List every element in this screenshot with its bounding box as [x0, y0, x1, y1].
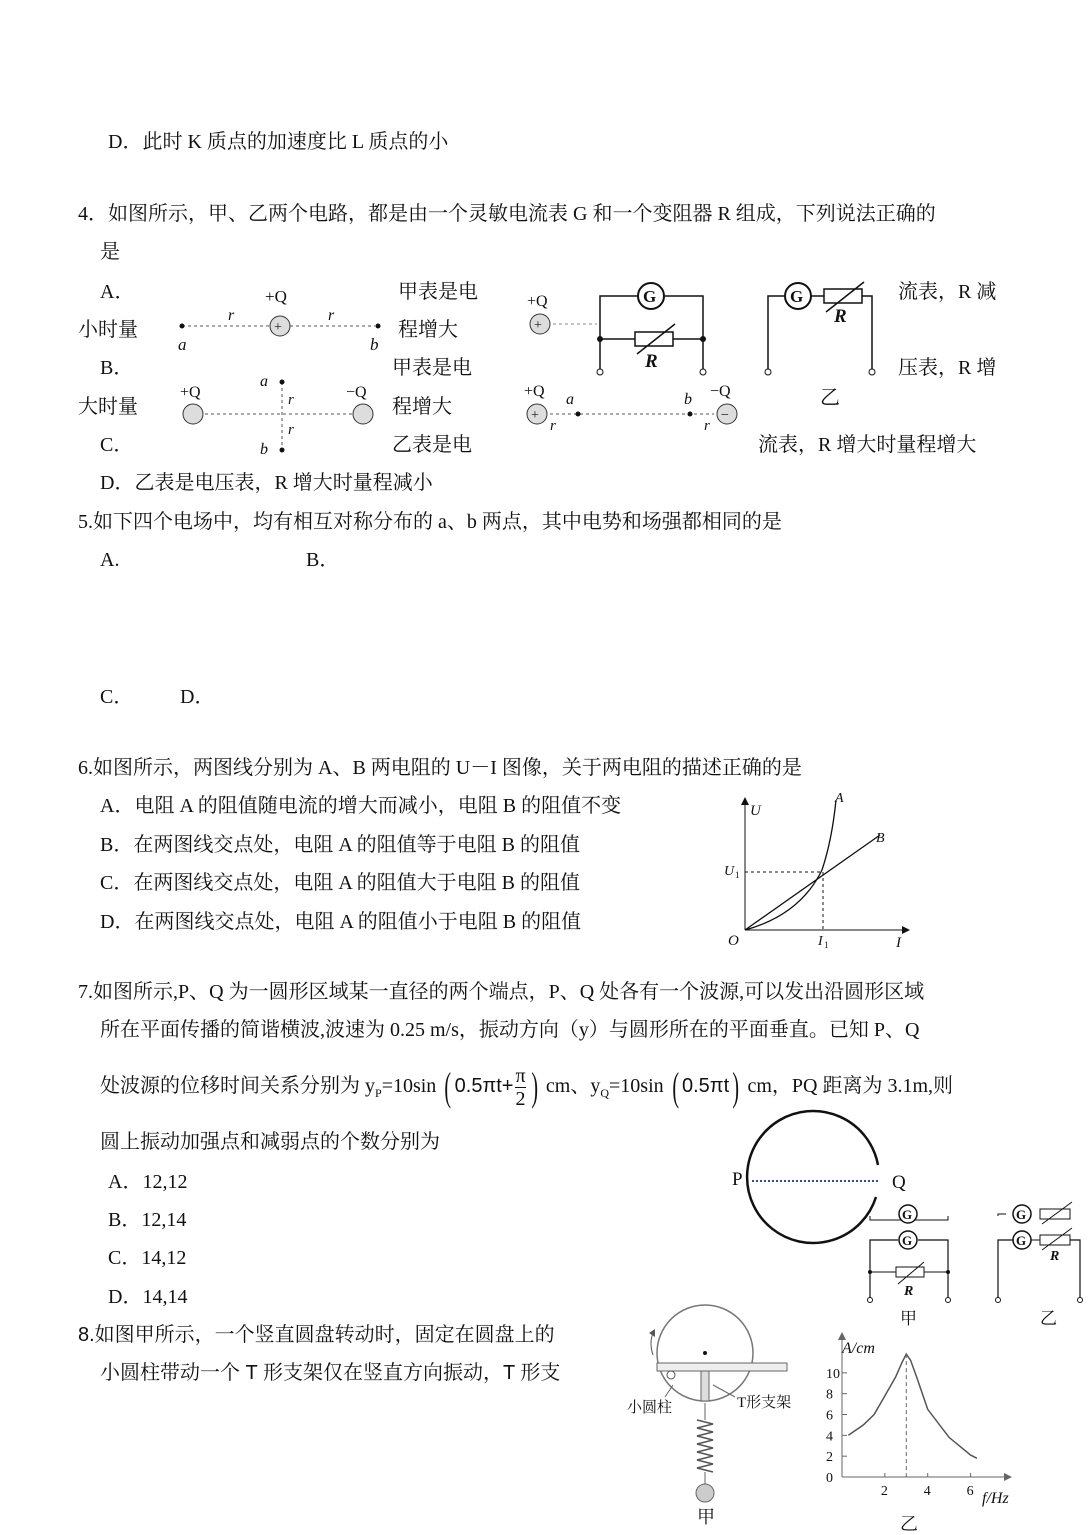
circuit-jia-small: [862, 1202, 957, 1327]
q7-option-a: A．12,12: [108, 1171, 188, 1193]
q5-option-c: C．: [100, 686, 134, 708]
q5-option-b: B．: [306, 549, 340, 571]
svg-text:G: G: [1016, 1207, 1027, 1222]
svg-text:a: a: [178, 335, 187, 354]
svg-text:+: +: [531, 408, 539, 423]
chart-y-tick-label: 10: [826, 1366, 840, 1382]
svg-text:B: B: [876, 831, 885, 846]
svg-text:b: b: [370, 335, 379, 354]
chart-x-label: f/Hz: [982, 1490, 1009, 1507]
q6-option-d: D．在两图线交点处，电阻 A 的阻值小于电阻 B 的阻值: [100, 911, 582, 933]
chart-y-tick-label: 4: [826, 1429, 833, 1445]
svg-text:b: b: [260, 441, 268, 458]
q5-option-a: A.: [100, 549, 120, 571]
q4-option-b-text1: 甲表是电: [392, 357, 472, 379]
chart-caption: 乙: [900, 1514, 918, 1534]
svg-text:−Q: −Q: [346, 384, 367, 401]
resonance-chart: [820, 1335, 1035, 1534]
svg-text:U: U: [724, 864, 735, 879]
svg-text:I: I: [818, 934, 823, 949]
disk-apparatus-diagram: [625, 1325, 815, 1530]
svg-text:1: 1: [735, 870, 740, 880]
q4-option-b: B．: [100, 357, 134, 379]
field-diagram-d: [522, 378, 744, 438]
chart-x-arrow: [1004, 1473, 1012, 1481]
q7-equation-line: 处波源的位移时间关系分别为 $y_P=10\sin$ ( 0.5πt+ $\frac{\pi}{2}$ ) cm、$y_Q=10\sin$ ( 0.5πt) cm，PQ 距离为 3.1m,则: [100, 1064, 954, 1110]
q4-option-c-text1: 乙表是电: [392, 434, 472, 456]
q4-option-a-text2: 小时量: [78, 319, 138, 341]
q4-right-text2: 压表，R 增: [898, 357, 997, 379]
svg-text:O: O: [728, 933, 739, 949]
svg-text:1: 1: [824, 940, 829, 950]
q4-stem-line2: 是: [100, 241, 120, 263]
svg-text:甲: 甲: [900, 1309, 917, 1328]
svg-text:I: I: [896, 935, 901, 951]
svg-text:r: r: [704, 418, 710, 434]
svg-text:G: G: [790, 287, 804, 306]
q7-option-b: B．12,14: [108, 1209, 187, 1231]
chart-y-tick-label: 2: [826, 1450, 833, 1466]
svg-text:R: R: [834, 306, 847, 327]
svg-text:R: R: [1050, 1249, 1060, 1264]
q4-option-c: C．: [100, 434, 134, 456]
svg-text:小圆柱: 小圆柱: [627, 1400, 673, 1416]
q4-option-a-text3: 程增大: [398, 319, 458, 341]
svg-text:R: R: [645, 351, 658, 372]
svg-text:r: r: [288, 392, 294, 408]
q4-option-b-text3: 程增大: [392, 396, 452, 418]
svg-text:U: U: [750, 803, 761, 819]
q3-option-d: D．此时 K 质点的加速度比 L 质点的小: [108, 131, 449, 153]
svg-text:R: R: [904, 1284, 914, 1299]
q6-option-a: A．电阻 A 的阻值随电流的增大而减小，电阻 B 的阻值不变: [100, 795, 622, 817]
chart-x-tick-label: 4: [923, 1484, 931, 1499]
svg-text:G: G: [643, 287, 657, 306]
svg-text:+: +: [534, 318, 542, 333]
q4-option-a: A．: [100, 281, 135, 303]
q7-stem-line1: 7.如图所示,P、Q 为一圆形区域某一直径的两个端点，P、Q 处各有一个波源,可以发出沿圆形区域: [78, 981, 925, 1003]
svg-text:A: A: [835, 791, 844, 806]
q8-stem-line2: 小圆柱带动一个 T 形支架仅在竖直方向振动，T 形支: [100, 1362, 561, 1384]
q7-option-c: C．14,12: [108, 1247, 187, 1269]
q4-option-b-text2: 大时量: [78, 396, 138, 418]
svg-text:−Q: −Q: [710, 383, 731, 400]
svg-text:G: G: [1016, 1233, 1027, 1248]
q4-right-text3: 流表，R 增大时量程增大: [758, 434, 977, 456]
circuit-yi-small: [992, 1202, 1088, 1327]
svg-text:+: +: [274, 320, 282, 335]
svg-text:T形支架: T形支架: [737, 1395, 792, 1411]
q7-stem-line2: 所在平面传播的简谐横波,波速为 0.25 m/s，振动方向（y）与圆形所在的平面垂直。已知 P、Q: [100, 1019, 920, 1041]
svg-text:+Q: +Q: [180, 384, 201, 401]
circuit-yi-large: [760, 282, 890, 412]
svg-text:G: G: [902, 1233, 913, 1248]
q6-stem: 6.如图所示，两图线分别为 A、B 两电阻的 U－I 图像，关于两电阻的描述正确的是: [78, 757, 802, 779]
chart-x-tick-label: 6: [966, 1484, 974, 1499]
line-b: [745, 835, 880, 930]
svg-text:r: r: [550, 418, 556, 434]
svg-text:+Q: +Q: [524, 383, 545, 400]
svg-text:Q: Q: [892, 1172, 906, 1193]
q5-stem: 5.如下四个电场中，均有相互对称分布的 a、b 两点，其中电势和场强都相同的是: [78, 511, 782, 533]
q7-stem-line4: 圆上振动加强点和减弱点的个数分别为: [100, 1131, 440, 1153]
q6-option-c: C．在两图线交点处，电阻 A 的阻值大于电阻 B 的阻值: [100, 872, 581, 894]
q5-option-d: D．: [180, 686, 215, 708]
svg-text:甲: 甲: [697, 1507, 715, 1527]
svg-text:r: r: [228, 307, 235, 324]
q4-stem-line1: 4．如图所示，甲、乙两个电路，都是由一个灵敏电流表 G 和一个变阻器 R 组成，下列说法正确的: [78, 203, 936, 225]
chart-y-tick-label: 6: [826, 1408, 833, 1424]
svg-text:乙: 乙: [1040, 1309, 1057, 1328]
svg-text:r: r: [328, 307, 335, 324]
circuit-jia-large: [525, 282, 725, 377]
svg-text:G: G: [902, 1207, 913, 1222]
chart-y-label: A/cm: [842, 1340, 875, 1357]
svg-text:乙: 乙: [820, 387, 840, 409]
svg-text:r: r: [288, 422, 294, 438]
q4-option-a-text1: 甲表是电: [398, 281, 478, 303]
q7-option-d: D．14,14: [108, 1286, 188, 1308]
q8-stem-line1: 8.如图甲所示，一个竖直圆盘转动时，固定在圆盘上的: [78, 1324, 555, 1346]
q6-option-b: B．在两图线交点处，电阻 A 的阻值等于电阻 B 的阻值: [100, 834, 581, 856]
chart-y-arrow: [838, 1332, 846, 1340]
curve-a: [745, 800, 836, 930]
svg-text:a: a: [566, 391, 574, 408]
q4-option-d: D．乙表是电压表，R 增大时量程减小: [100, 472, 433, 494]
svg-text:a: a: [260, 373, 268, 390]
field-diagram-a: [170, 282, 390, 352]
q4-right-text1: 流表，R 减: [898, 281, 997, 303]
chart-y-tick-label: 0: [826, 1471, 833, 1486]
svg-text:−: −: [721, 408, 729, 423]
resonance-curve: [848, 1354, 977, 1458]
svg-text:+Q: +Q: [527, 293, 548, 310]
field-diagram-b: [178, 372, 378, 462]
chart-x-tick-label: 2: [880, 1484, 888, 1499]
ui-graph: [720, 785, 910, 950]
chart-y-tick-label: 8: [826, 1387, 833, 1403]
svg-text:b: b: [684, 391, 692, 408]
svg-text:P: P: [732, 1169, 743, 1190]
svg-text:+Q: +Q: [265, 287, 287, 306]
